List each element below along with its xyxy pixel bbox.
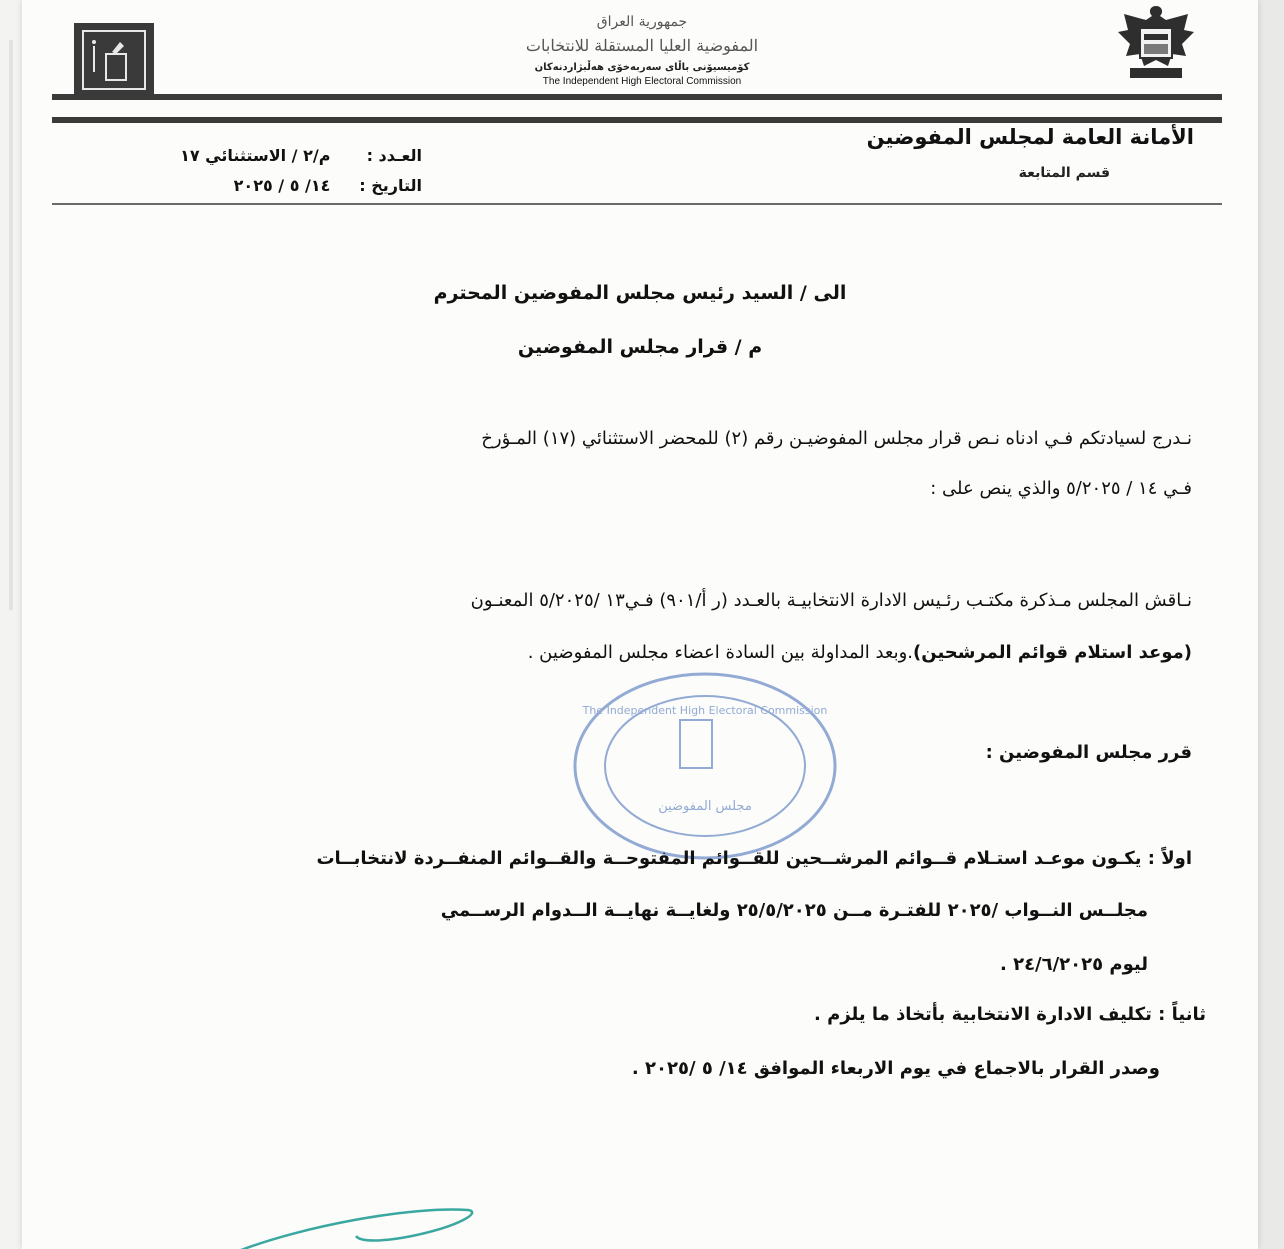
addressee-line: الى / السيد رئيس مجلس المفوضين المحترم xyxy=(433,282,847,304)
header-divider-top xyxy=(52,94,1222,100)
decision-first-line-1: اولاً : يكـون موعـد استـلام قــوائم المرشــحين للقــوائم المفتوحــة والقــوائم المنفــردة لانتخابــات xyxy=(316,848,1192,869)
subject-line: م / قرار مجلس المفوضين xyxy=(517,336,763,358)
decision-heading: قرر مجلس المفوضين : xyxy=(985,742,1192,763)
reference-date xyxy=(92,176,422,195)
department-section: قسم المتابعة xyxy=(1018,165,1110,181)
header-kurdish-commission: کۆمیسیۆنی باڵای سەربەخۆی هەڵبژاردنەکان xyxy=(534,62,750,73)
header-english-commission: The Independent High Electoral Commission xyxy=(542,76,742,87)
reference-number-value: م/٢ / الاستثنائي ١٧ xyxy=(180,146,331,165)
ihec-logo-frame xyxy=(82,30,146,90)
reference-number xyxy=(92,146,422,165)
signature-mark xyxy=(232,1196,492,1249)
discussion-subject-bold: (موعد استلام قوائم المرشحين) xyxy=(913,642,1192,663)
intro-line-2: فـي ١٤ / ٥/٢٠٢٥ والذي ينص على : xyxy=(930,478,1192,499)
stamp-inner-text: مجلس المفوضين xyxy=(658,799,752,814)
discussion-line-1: نـاقش المجلس مـذكرة مكتـب رئـيس الادارة الانتخابيـة بالعـدد (ر أ/٩٠١) فـي١٣ /٥/٢٠٢٥ المعنـون xyxy=(470,590,1192,611)
decision-first-line-2: مجلــس النــواب /٢٠٢٥ للفتـرة مــن ٢٥/٥/٢٠٢٥ ولغايــة نهايــة الــدوام الرســمي xyxy=(440,900,1148,921)
decision-second-line: ثانياً : تكليف الادارة الانتخابية بأتخاذ ما يلزم . xyxy=(814,1004,1206,1025)
intro-line-1: نـدرج لسيادتكم فـي ادناه نـص قرار مجلس المفوضيـن رقم (٢) للمحضر الاستثنائي (١٧) المـؤرخ xyxy=(481,428,1192,449)
stamp-outer-text: The Independent High Electoral Commission xyxy=(582,704,828,717)
discussion-line-2 xyxy=(132,642,1192,663)
header-divider-middle xyxy=(52,117,1222,123)
commission-stamp xyxy=(570,668,840,864)
issued-line: وصدر القرار بالاجماع في يوم الاربعاء الموافق ١٤/ ٥ /٢٠٢٥ . xyxy=(631,1058,1160,1079)
reference-number-label: العـدد : xyxy=(366,146,422,165)
ballot-box-icon xyxy=(84,32,144,88)
iraq-emblem-icon xyxy=(1110,0,1202,82)
reference-date-label: التاريخ : xyxy=(359,176,422,195)
decision-first-line-3: ليوم ٢٤/٦/٢٠٢٥ . xyxy=(999,954,1148,975)
header-divider-bottom xyxy=(52,203,1222,205)
letter-page xyxy=(22,0,1258,1249)
discussion-rest: .وبعد المداولة بين السادة اعضاء مجلس المفوضين . xyxy=(527,642,914,663)
scan-left-margin xyxy=(0,0,22,1249)
department-title: الأمانة العامة لمجلس المفوضين xyxy=(866,125,1194,149)
scan-edge-shadow xyxy=(9,40,13,610)
reference-date-value: ١٤/ ٥ / ٢٠٢٥ xyxy=(233,176,331,195)
header-arabic-country: جمهورية العراق xyxy=(596,14,688,30)
header-arabic-commission: المفوضية العليا المستقلة للانتخابات xyxy=(525,36,759,55)
ihec-logo xyxy=(74,23,154,97)
